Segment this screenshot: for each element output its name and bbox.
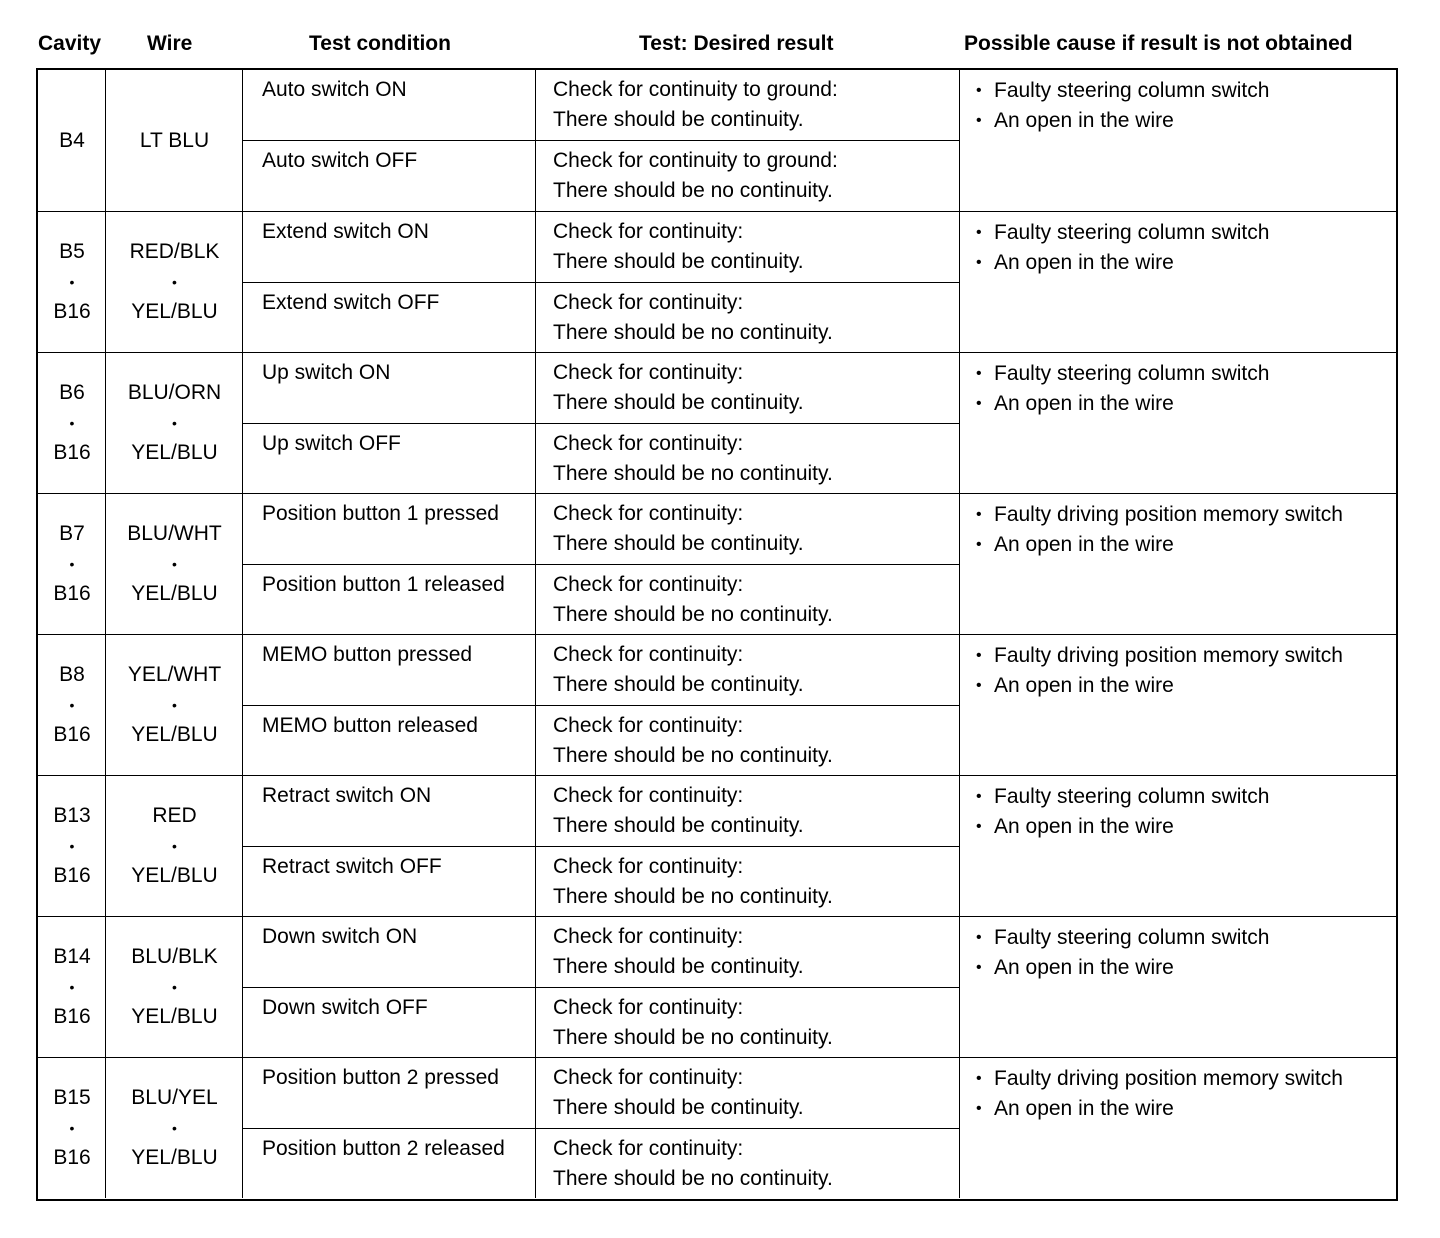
possible-cause-cell bbox=[960, 917, 1400, 983]
cause-item bbox=[976, 76, 1390, 106]
test-condition-cell: Position button 1 released bbox=[262, 573, 505, 596]
desired-result-cell bbox=[536, 212, 960, 283]
result-expectation: There should be no continuity. bbox=[553, 1026, 833, 1049]
wire-color-label: LT BLU bbox=[139, 128, 210, 152]
cause-text: Faulty driving position memory switch bbox=[994, 644, 1343, 667]
desired-result-cell bbox=[536, 494, 960, 565]
cause-text: Faulty driving position memory switch bbox=[994, 503, 1343, 526]
cavity-cell bbox=[38, 1058, 106, 1198]
cavity-label: B13 bbox=[53, 804, 91, 827]
wire-color-label: BLU/BLK bbox=[131, 945, 218, 968]
test-table bbox=[36, 68, 1398, 1201]
wire-color-label: YEL/BLU bbox=[131, 441, 218, 464]
cause-text: An open in the wire bbox=[994, 674, 1174, 697]
desired-result-cell bbox=[536, 635, 960, 706]
wire-cell bbox=[106, 1058, 243, 1198]
test-condition-cell: Retract switch ON bbox=[262, 784, 432, 807]
result-instruction: Check for continuity: bbox=[553, 996, 744, 1019]
cause-item bbox=[976, 500, 1390, 530]
bullet-icon: • bbox=[976, 1100, 982, 1117]
test-condition-cell: Auto switch ON bbox=[262, 78, 407, 101]
cause-item bbox=[976, 953, 1390, 983]
row-divider bbox=[243, 705, 960, 706]
test-condition-cell: Retract switch OFF bbox=[262, 855, 442, 878]
desired-result-cell bbox=[536, 353, 960, 424]
separator-dot: • bbox=[69, 274, 75, 290]
test-condition-cell: MEMO button released bbox=[262, 714, 478, 737]
cavity-label: B4 bbox=[59, 128, 85, 152]
header-test-condition: Test condition bbox=[309, 32, 451, 55]
cavity-label: B16 bbox=[53, 582, 91, 605]
bullet-icon: • bbox=[976, 82, 982, 99]
result-instruction: Check for continuity: bbox=[553, 361, 744, 384]
result-instruction: Check for continuity: bbox=[553, 502, 744, 525]
cause-item bbox=[976, 218, 1390, 248]
cause-item bbox=[976, 389, 1390, 419]
result-instruction: Check for continuity: bbox=[553, 573, 744, 596]
cause-text: Faulty steering column switch bbox=[994, 221, 1270, 244]
cavity-label: B16 bbox=[53, 864, 91, 887]
cavity-cell bbox=[38, 776, 106, 916]
separator-dot: • bbox=[172, 838, 177, 854]
cause-text: Faulty steering column switch bbox=[994, 785, 1270, 808]
bullet-icon: • bbox=[976, 647, 982, 664]
cause-item bbox=[976, 1094, 1390, 1124]
desired-result-cell bbox=[536, 424, 960, 495]
cavity-cell bbox=[38, 70, 106, 211]
cavity-label: B5 bbox=[59, 240, 85, 263]
possible-cause-cell bbox=[960, 353, 1400, 419]
bullet-icon: • bbox=[976, 959, 982, 976]
cause-text: An open in the wire bbox=[994, 815, 1174, 838]
bullet-icon: • bbox=[976, 1070, 982, 1087]
wire-color-label: YEL/BLU bbox=[131, 1146, 218, 1169]
result-instruction: Check for continuity: bbox=[553, 432, 744, 455]
row-divider bbox=[243, 987, 960, 988]
test-condition-cell: Position button 2 released bbox=[262, 1137, 505, 1160]
row-divider bbox=[243, 140, 960, 141]
cause-text: An open in the wire bbox=[994, 956, 1174, 979]
test-condition-cell: Down switch OFF bbox=[262, 996, 428, 1019]
result-instruction: Check for continuity: bbox=[553, 643, 744, 666]
table-row-group bbox=[38, 211, 1396, 352]
desired-result-cell bbox=[536, 1058, 960, 1129]
possible-cause-cell bbox=[960, 776, 1400, 842]
desired-result-cell bbox=[536, 70, 960, 141]
test-condition-cell: MEMO button pressed bbox=[262, 643, 473, 666]
bullet-icon: • bbox=[976, 788, 982, 805]
bullet-icon: • bbox=[976, 395, 982, 412]
wire-cell bbox=[106, 776, 243, 916]
table-row-group bbox=[38, 916, 1396, 1057]
result-expectation: There should be no continuity. bbox=[553, 603, 833, 626]
wire-color-label: YEL/BLU bbox=[131, 582, 218, 605]
desired-result-cell bbox=[536, 565, 960, 636]
cavity-cell bbox=[38, 212, 106, 352]
desired-result-cell bbox=[536, 1129, 960, 1200]
separator-dot: • bbox=[172, 556, 177, 572]
desired-result-cell bbox=[536, 283, 960, 354]
header-possible-cause: Possible cause if result is not obtained bbox=[964, 32, 1353, 55]
test-condition-cell: Up switch ON bbox=[262, 361, 391, 384]
result-expectation: There should be continuity. bbox=[553, 532, 804, 555]
result-instruction: Check for continuity: bbox=[553, 220, 744, 243]
wire-cell bbox=[106, 353, 243, 493]
cause-item bbox=[976, 812, 1390, 842]
separator-dot: • bbox=[172, 1120, 177, 1136]
cavity-label: B8 bbox=[59, 663, 85, 686]
possible-cause-cell bbox=[960, 494, 1400, 560]
separator-dot: • bbox=[172, 415, 177, 431]
separator-dot: • bbox=[69, 1120, 75, 1136]
separator-dot: • bbox=[172, 979, 177, 995]
cause-text: Faulty steering column switch bbox=[994, 79, 1270, 102]
result-expectation: There should be no continuity. bbox=[553, 885, 833, 908]
result-expectation: There should be no continuity. bbox=[553, 462, 833, 485]
table-row-group bbox=[38, 70, 1396, 211]
wire-color-label: YEL/BLU bbox=[131, 723, 218, 746]
cavity-label: B6 bbox=[59, 381, 85, 404]
cavity-label: B16 bbox=[53, 1146, 91, 1169]
cause-text: An open in the wire bbox=[994, 109, 1174, 132]
separator-dot: • bbox=[69, 556, 75, 572]
result-instruction: Check for continuity: bbox=[553, 1137, 744, 1160]
test-condition-cell: Position button 2 pressed bbox=[262, 1066, 499, 1089]
desired-result-cell bbox=[536, 988, 960, 1059]
cavity-label: B16 bbox=[53, 300, 91, 323]
table-row-group bbox=[38, 493, 1396, 634]
wire-cell bbox=[106, 917, 243, 1057]
cause-text: An open in the wire bbox=[994, 392, 1174, 415]
possible-cause-cell bbox=[960, 70, 1400, 136]
wire-color-label: YEL/BLU bbox=[131, 864, 218, 887]
cause-item bbox=[976, 782, 1390, 812]
cavity-label: B15 bbox=[53, 1086, 91, 1109]
desired-result-cell bbox=[536, 917, 960, 988]
cavity-cell bbox=[38, 635, 106, 775]
wire-color-label: BLU/YEL bbox=[131, 1086, 218, 1109]
wire-color-label: RED bbox=[152, 804, 197, 827]
desired-result-cell bbox=[536, 847, 960, 918]
wire-color-label: BLU/ORN bbox=[127, 381, 222, 404]
row-divider bbox=[243, 846, 960, 847]
test-condition-cell: Extend switch OFF bbox=[262, 291, 440, 314]
wire-color-label: BLU/WHT bbox=[127, 522, 222, 545]
row-divider bbox=[243, 282, 960, 283]
result-instruction: Check for continuity: bbox=[553, 1066, 744, 1089]
cause-item bbox=[976, 641, 1390, 671]
wire-color-label: RED/BLK bbox=[129, 240, 220, 263]
result-expectation: There should be continuity. bbox=[553, 391, 804, 414]
test-condition-cell: Down switch ON bbox=[262, 925, 418, 948]
result-expectation: There should be no continuity. bbox=[553, 321, 833, 344]
header-desired-result: Test: Desired result bbox=[639, 32, 834, 55]
result-instruction: Check for continuity: bbox=[553, 714, 744, 737]
bullet-icon: • bbox=[976, 365, 982, 382]
cavity-label: B16 bbox=[53, 723, 91, 746]
row-divider bbox=[243, 564, 960, 565]
cause-item bbox=[976, 923, 1390, 953]
wire-color-label: YEL/BLU bbox=[131, 1005, 218, 1028]
bullet-icon: • bbox=[976, 224, 982, 241]
header-cavity: Cavity bbox=[38, 32, 102, 55]
bullet-icon: • bbox=[976, 536, 982, 553]
cavity-label: B7 bbox=[59, 522, 85, 545]
cavity-cell bbox=[38, 917, 106, 1057]
desired-result-cell bbox=[536, 706, 960, 777]
possible-cause-cell bbox=[960, 212, 1400, 278]
row-divider bbox=[243, 423, 960, 424]
result-expectation: There should be continuity. bbox=[553, 955, 804, 978]
bullet-icon: • bbox=[976, 818, 982, 835]
result-expectation: There should be continuity. bbox=[553, 108, 804, 131]
cavity-label: B16 bbox=[53, 1005, 91, 1028]
cause-text: Faulty steering column switch bbox=[994, 926, 1270, 949]
cause-text: Faulty driving position memory switch bbox=[994, 1067, 1343, 1090]
cavity-label: B16 bbox=[53, 441, 91, 464]
separator-dot: • bbox=[69, 838, 75, 854]
cavity-cell bbox=[38, 494, 106, 634]
separator-dot: • bbox=[69, 415, 75, 431]
cause-item bbox=[976, 106, 1390, 136]
result-expectation: There should be no continuity. bbox=[553, 744, 833, 767]
separator-dot: • bbox=[172, 274, 177, 290]
separator-dot: • bbox=[172, 697, 177, 713]
table-row-group bbox=[38, 1057, 1396, 1198]
wire-cell bbox=[106, 70, 243, 211]
wire-cell bbox=[106, 212, 243, 352]
result-expectation: There should be continuity. bbox=[553, 250, 804, 273]
possible-cause-cell bbox=[960, 635, 1400, 701]
result-expectation: There should be continuity. bbox=[553, 673, 804, 696]
cause-item bbox=[976, 248, 1390, 278]
cause-item bbox=[976, 359, 1390, 389]
result-expectation: There should be no continuity. bbox=[553, 179, 833, 202]
result-instruction: Check for continuity: bbox=[553, 784, 744, 807]
desired-result-cell bbox=[536, 141, 960, 212]
table-row-group bbox=[38, 352, 1396, 493]
bullet-icon: • bbox=[976, 506, 982, 523]
row-divider bbox=[243, 1128, 960, 1129]
test-condition-cell: Up switch OFF bbox=[262, 432, 401, 455]
wire-color-label: YEL/WHT bbox=[127, 663, 222, 686]
cause-text: An open in the wire bbox=[994, 251, 1174, 274]
header-wire: Wire bbox=[147, 32, 193, 55]
possible-cause-cell bbox=[960, 1058, 1400, 1124]
cause-text: An open in the wire bbox=[994, 533, 1174, 556]
bullet-icon: • bbox=[976, 112, 982, 129]
result-instruction: Check for continuity to ground: bbox=[553, 78, 838, 101]
cause-item bbox=[976, 1064, 1390, 1094]
desired-result-cell bbox=[536, 776, 960, 847]
bullet-icon: • bbox=[976, 254, 982, 271]
separator-dot: • bbox=[69, 979, 75, 995]
cause-item bbox=[976, 671, 1390, 701]
bullet-icon: • bbox=[976, 929, 982, 946]
result-instruction: Check for continuity: bbox=[553, 291, 744, 314]
wire-cell bbox=[106, 494, 243, 634]
separator-dot: • bbox=[69, 697, 75, 713]
cavity-label: B14 bbox=[53, 945, 91, 968]
cause-text: An open in the wire bbox=[994, 1097, 1174, 1120]
cause-item bbox=[976, 530, 1390, 560]
test-condition-cell: Auto switch OFF bbox=[262, 149, 418, 172]
cavity-cell bbox=[38, 353, 106, 493]
result-expectation: There should be continuity. bbox=[553, 814, 804, 837]
test-condition-cell: Position button 1 pressed bbox=[262, 502, 499, 525]
result-instruction: Check for continuity to ground: bbox=[553, 149, 838, 172]
table-row-group bbox=[38, 634, 1396, 775]
cause-text: Faulty steering column switch bbox=[994, 362, 1270, 385]
test-condition-cell: Extend switch ON bbox=[262, 220, 429, 243]
table-row-group bbox=[38, 775, 1396, 916]
result-instruction: Check for continuity: bbox=[553, 855, 744, 878]
result-instruction: Check for continuity: bbox=[553, 925, 744, 948]
wire-color-label: YEL/BLU bbox=[131, 300, 218, 323]
result-expectation: There should be continuity. bbox=[553, 1096, 804, 1119]
bullet-icon: • bbox=[976, 677, 982, 694]
result-expectation: There should be no continuity. bbox=[553, 1167, 833, 1190]
wire-cell bbox=[106, 635, 243, 775]
